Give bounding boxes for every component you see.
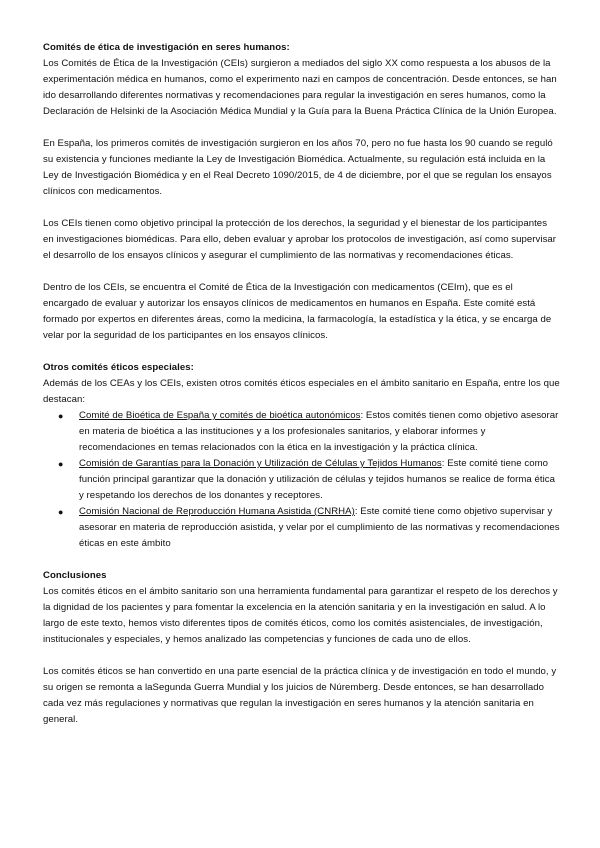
paragraph-gap (43, 552, 560, 568)
paragraph: Dentro de los CEIs, se encuentra el Comité de Ética de la Investigación con medicamentos (CEIm), que es el encargado de evaluar y autorizar los ensayos clínicos de medicamentos en humanos en España. Este comité está formado por expertos en diferentes áreas, como la medicina, la farmacología, la estadística y la ética, y se encarga de velar por la seguridad de los participantes en los ensayos clínicos. (43, 282, 552, 341)
committee-name: Comisión Nacional de Reproducción Humana Asistida (CNRHA) (79, 506, 355, 517)
paragraph: Además de los CEAs y los CEIs, existen otros comités éticos especiales en el ámbito sanitario en España, entre los que destacan: (43, 378, 560, 405)
paragraph: Los comités éticos se han convertido en una parte esencial de la práctica clínica y de investigación en todo el mundo, y su origen se remonta a laSegunda Guerra Mundial y los juicios de Núremberg. Desde entonces, se han desarrollado cada vez más regulaciones y normativas que regulan la investigación en seres humanos y la atención sanitaria en general. (43, 666, 557, 725)
paragraph-gap (43, 344, 560, 360)
section-heading-ethics-research: Comités de ética de investigación en seres humanos: (43, 42, 290, 53)
paragraph-gap (43, 264, 560, 280)
committee-name: Comité de Bioética de España y comités de bioética autonómicos (79, 410, 361, 421)
section-heading-special-committees: Otros comités éticos especiales: (43, 362, 194, 373)
paragraph: En España, los primeros comités de investigación surgieron en los años 70, pero no fue hasta los 90 cuando se reguló su existencia y funciones mediante la Ley de Investigación Biomédica. Actualmente, su regulación está incluida en la Ley de Investigación Biomédica y en el Real Decreto 1090/2015, de 4 de diciembre, por el que se regulan los ensayos clínicos con medicamentos. (43, 138, 553, 197)
bullet-icon: ● (58, 411, 64, 421)
paragraph: Los CEIs tienen como objetivo principal la protección de los derechos, la seguridad y el bienestar de los participantes en investigaciones biomédicas. Para ello, deben evaluar y aprobar los protocolos de investigación, así como supervisar el desarrollo de los ensayos clínicos y asegurar el cumplimiento de las normativas y recomendaciones éticas. (43, 218, 557, 261)
committee-name: Comisión de Garantías para la Donación y Utilización de Células y Tejidos Humanos (79, 458, 442, 469)
paragraph-gap (43, 648, 560, 664)
section-heading-conclusions: Conclusiones (43, 570, 107, 581)
list-item (58, 504, 560, 552)
paragraph: Los Comités de Ética de la Investigación (CEIs) surgieron a mediados del siglo XX como respuesta a los abusos de la experimentación médica en humanos, como el experimento nazi en campos de concentración. Desde entonces, se han ido desarrollando diferentes normativas y recomendaciones para regular la investigación en seres humanos, como la Declaración de Helsinki de la Asociación Médica Mundial y la Guía para la Buena Práctica Clínica de la Unión Europea. (43, 58, 557, 117)
committee-list (43, 408, 560, 552)
list-item (58, 456, 560, 504)
committee-description: : Este comité tiene como objetivo supervisar y asesorar en materia de reproducción asistida, y velar por el cumplimiento de las normativas y recomendaciones éticas en este ámbito (79, 506, 560, 549)
list-item (58, 408, 560, 456)
bullet-icon: ● (58, 507, 64, 517)
bullet-icon: ● (58, 459, 64, 469)
committee-description: : Este comité tiene como función principal garantizar que la donación y utilización de células y tejidos humanos se realice de forma ética y respetando los derechos de los donantes y receptores. (79, 458, 556, 501)
paragraph: Los comités éticos en el ámbito sanitario son una herramienta fundamental para garantizar el respeto de los derechos y la dignidad de los pacientes y para fomentar la excelencia en la atención sanitaria y en la investigación en salud. A lo largo de este texto, hemos visto diferentes tipos de comités éticos, como los comités asistenciales, de investigación, institucionales y especiales, y hemos analizado las competencias y funciones de cada uno de ellos. (43, 586, 558, 645)
committee-description: : Estos comités tienen como objetivo asesorar en materia de bioética a las instituciones y a los profesionales sanitarios, y elaborar informes y recomendaciones en temas relacionados con la ética en la investigación y la práctica clínica. (79, 410, 559, 453)
paragraph-gap (43, 200, 560, 216)
paragraph-gap (43, 120, 560, 136)
